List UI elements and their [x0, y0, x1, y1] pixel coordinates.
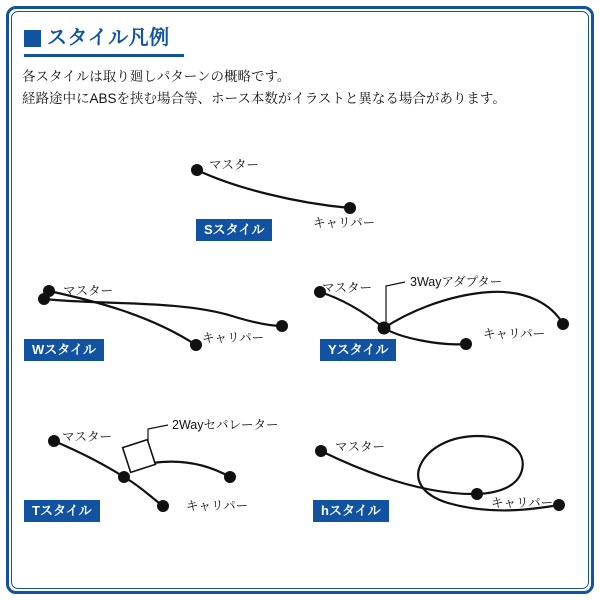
- w-style-master-node-2: [38, 293, 50, 305]
- s-style-master-node: [191, 164, 203, 176]
- description-line-1: 各スタイルは取り廻しパターンの概略です。: [22, 69, 291, 84]
- y-style-adapter-label: 3Wayアダプター: [410, 275, 503, 289]
- y-style-adapter-leader: [386, 282, 405, 322]
- description-line-2: 経路途中にABSを挟む場合等、ホース本数がイラストと異なる場合があります。: [22, 91, 506, 106]
- w-style-master-label: マスター: [63, 284, 114, 298]
- y-style-hose-master: [320, 292, 384, 328]
- h-style-tag: hスタイル: [313, 500, 389, 522]
- y-style-hose-branch-2: [384, 292, 563, 328]
- s-style-master-label: マスター: [209, 158, 260, 172]
- y-style-master-label: マスター: [322, 281, 373, 295]
- t-style-caliper-node-2: [224, 471, 236, 483]
- s-style-hose: [197, 170, 350, 208]
- t-style-master-node: [48, 435, 60, 447]
- t-style-junction-node: [118, 471, 130, 483]
- t-style-caliper-node-1: [157, 500, 169, 512]
- y-style-adapter-node: [378, 322, 391, 335]
- title-text: スタイル凡例: [47, 27, 170, 49]
- w-style-hose-lower: [49, 291, 196, 345]
- h-style-caliper-node-2: [553, 499, 565, 511]
- h-style-master-node: [315, 445, 327, 457]
- t-style-hose-branch-2: [152, 462, 230, 477]
- y-style-caliper-label: キャリパー: [483, 327, 546, 341]
- t-style-separator-leader: [148, 425, 168, 444]
- t-style-hose-master: [54, 441, 124, 477]
- w-style-caliper-node-2: [276, 320, 288, 332]
- s-style-caliper-node: [344, 202, 356, 214]
- t-style-hose-branch-1: [124, 477, 163, 506]
- y-style-tag: Yスタイル: [320, 339, 396, 361]
- t-style-separator-box: [123, 440, 156, 473]
- y-style-caliper-node-2: [557, 318, 569, 330]
- w-style-tag: Wスタイル: [24, 339, 104, 361]
- h-style-hose-lower: [321, 451, 477, 494]
- h-style-master-label: マスター: [335, 440, 386, 454]
- s-style-caliper-label: キャリパー: [313, 216, 376, 230]
- w-style-hose-upper: [44, 299, 282, 326]
- t-style-master-label: マスター: [62, 430, 113, 444]
- h-style-caliper-label: キャリパー: [491, 496, 554, 510]
- t-style-separator-label: 2Wayセパレーター: [172, 418, 279, 432]
- s-style-tag: Sスタイル: [196, 219, 272, 241]
- t-style-caliper-label: キャリパー: [186, 499, 249, 513]
- t-style-tag: Tスタイル: [24, 500, 100, 522]
- h-style-caliper-node-1: [471, 488, 483, 500]
- y-style-caliper-node-1: [460, 338, 472, 350]
- w-style-caliper-node-1: [190, 339, 202, 351]
- w-style-caliper-label: キャリパー: [202, 331, 265, 345]
